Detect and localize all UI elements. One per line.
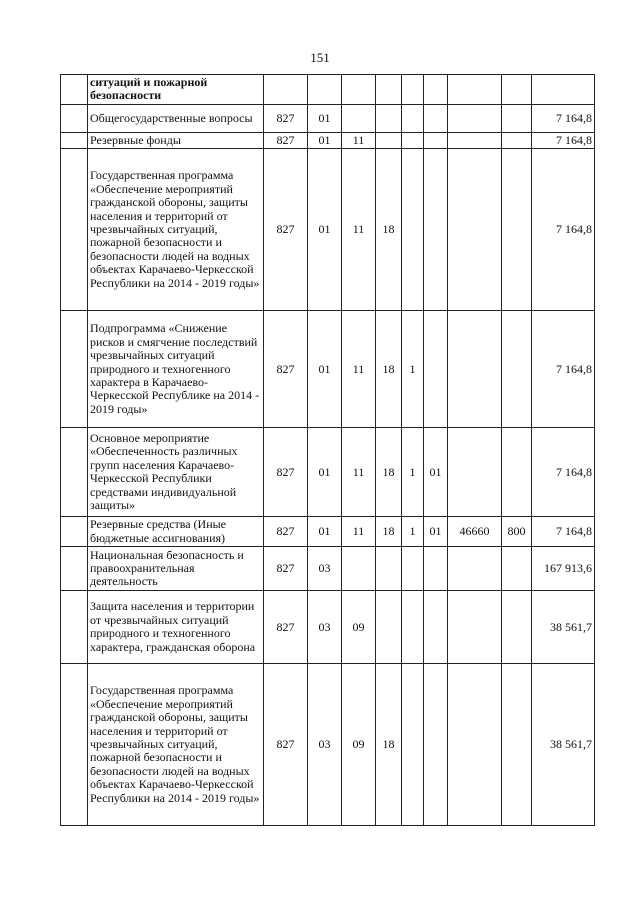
table-row (61, 149, 595, 311)
subprogram-code-cell: 1 (402, 311, 424, 428)
subsection-code-cell: 09 (342, 591, 376, 664)
expense-name-cell: Резервные средства (Иные бюджетные ассигнования) (88, 517, 264, 547)
row-number-cell (61, 664, 88, 826)
ministry-code-cell: 827 (264, 428, 308, 517)
ministry-code-cell: 827 (264, 104, 308, 132)
activity-code-cell: 01 (424, 428, 448, 517)
expense-type-cell (502, 547, 532, 591)
subprogram-code-cell (402, 664, 424, 826)
subprogram-code-cell: 1 (402, 517, 424, 547)
subsection-code-cell (342, 104, 376, 132)
amount-cell: 167 913,6 (532, 547, 595, 591)
budget-table-body (61, 75, 595, 826)
section-code-cell: 03 (308, 547, 342, 591)
expense-type-cell: 800 (502, 517, 532, 547)
subprogram-code-cell (402, 132, 424, 148)
direction-code-cell (448, 132, 502, 148)
expense-type-cell (502, 311, 532, 428)
subsection-code-cell: 11 (342, 428, 376, 517)
expense-type-cell (502, 149, 532, 311)
budget-table (60, 74, 595, 826)
expense-name-cell: Национальная безопасность и правоохранительная деятельность (88, 547, 264, 591)
table-row (61, 547, 595, 591)
table-row (61, 664, 595, 826)
activity-code-cell (424, 311, 448, 428)
program-code-cell: 18 (376, 311, 402, 428)
row-number-cell (61, 428, 88, 517)
subprogram-code-cell: 1 (402, 428, 424, 517)
direction-code-cell (448, 311, 502, 428)
activity-code-cell (424, 664, 448, 826)
expense-type-cell (502, 104, 532, 132)
table-row (61, 428, 595, 517)
amount-cell: 38 561,7 (532, 591, 595, 664)
program-code-cell: 18 (376, 517, 402, 547)
program-code-cell (376, 132, 402, 148)
expense-type-cell (502, 664, 532, 826)
table-row (61, 132, 595, 148)
direction-code-cell (448, 591, 502, 664)
section-code-cell: 01 (308, 149, 342, 311)
activity-code-cell (424, 547, 448, 591)
subsection-code-cell: 11 (342, 149, 376, 311)
expense-type-cell (502, 132, 532, 148)
subsection-code-cell (342, 547, 376, 591)
expense-name-cell: Государственная программа «Обеспечение мероприятий гражданской обороны, защиты населения и территорий от чрезвычайных ситуаций, пожарной безопасности и безопасности людей на водных объектах Карачаево-Черкесской Республики на 2014 - 2019 годы» (88, 149, 264, 311)
amount-cell: 7 164,8 (532, 517, 595, 547)
direction-code-cell (448, 428, 502, 517)
expense-name-cell: Резервные фонды (88, 132, 264, 148)
table-row (61, 104, 595, 132)
program-code-cell: 18 (376, 149, 402, 311)
row-number-cell (61, 547, 88, 591)
ministry-code-cell: 827 (264, 149, 308, 311)
row-number-cell (61, 591, 88, 664)
expense-name-cell: Общегосударственные вопросы (88, 104, 264, 132)
direction-code-cell: 46660 (448, 517, 502, 547)
section-code-cell: 01 (308, 517, 342, 547)
direction-code-cell (448, 664, 502, 826)
amount-cell: 38 561,7 (532, 664, 595, 826)
subsection-code-cell: 11 (342, 517, 376, 547)
subsection-code-cell: 11 (342, 311, 376, 428)
program-code-cell (376, 104, 402, 132)
expense-type-cell (502, 428, 532, 517)
amount-cell: 7 164,8 (532, 311, 595, 428)
amount-cell: 7 164,8 (532, 149, 595, 311)
subprogram-code-cell (402, 547, 424, 591)
subprogram-code-cell (402, 591, 424, 664)
direction-code-cell (448, 547, 502, 591)
section-code-cell: 03 (308, 591, 342, 664)
ministry-code-cell: 827 (264, 547, 308, 591)
direction-code-cell (448, 149, 502, 311)
row-number-cell (61, 132, 88, 148)
expense-name-cell: Защита населения и территории от чрезвычайных ситуаций природного и техногенного характера, гражданская оборона (88, 591, 264, 664)
program-code-cell: 18 (376, 428, 402, 517)
table-row (61, 591, 595, 664)
expense-name-cell: Государственная программа «Обеспечение мероприятий гражданской обороны, защиты населения и территорий от чрезвычайных ситуаций, пожарной безопасности и безопасности людей на водных объектах Карачаево-Черкесской Республики на 2014 - 2019 годы» (88, 664, 264, 826)
ministry-code-cell: 827 (264, 591, 308, 664)
amount-cell: 7 164,8 (532, 428, 595, 517)
activity-code-cell (424, 149, 448, 311)
row-number-cell (61, 104, 88, 132)
row-number-cell (61, 149, 88, 311)
subprogram-code-cell (402, 104, 424, 132)
table-row-continuation (61, 75, 595, 105)
subprogram-code-cell (402, 149, 424, 311)
continuation-name-cell: ситуаций и пожарной безопасности (88, 75, 264, 105)
ministry-code-cell: 827 (264, 311, 308, 428)
row-number-cell (61, 75, 88, 105)
section-code-cell: 03 (308, 664, 342, 826)
section-code-cell: 01 (308, 132, 342, 148)
table-row (61, 311, 595, 428)
program-code-cell (376, 547, 402, 591)
page-number: 151 (310, 50, 330, 65)
amount-cell: 7 164,8 (532, 104, 595, 132)
section-code-cell: 01 (308, 311, 342, 428)
amount-cell: 7 164,8 (532, 132, 595, 148)
row-number-cell (61, 311, 88, 428)
activity-code-cell (424, 104, 448, 132)
program-code-cell: 18 (376, 664, 402, 826)
expense-name-cell: Основное мероприятие «Обеспеченность различных групп населения Карачаево-Черкесской Республики средствами индивидуальной защиты» (88, 428, 264, 517)
section-code-cell: 01 (308, 104, 342, 132)
subsection-code-cell: 11 (342, 132, 376, 148)
section-code-cell: 01 (308, 428, 342, 517)
expense-name-cell: Подпрограмма «Снижение рисков и смягчение последствий чрезвычайных ситуаций природного и техногенного характера в Карачаево-Черкесской Республике на 2014 - 2019 годы» (88, 311, 264, 428)
table-row (61, 517, 595, 547)
expense-type-cell (502, 591, 532, 664)
subsection-code-cell: 09 (342, 664, 376, 826)
activity-code-cell (424, 591, 448, 664)
activity-code-cell: 01 (424, 517, 448, 547)
activity-code-cell (424, 132, 448, 148)
row-number-cell (61, 517, 88, 547)
ministry-code-cell: 827 (264, 664, 308, 826)
program-code-cell (376, 591, 402, 664)
direction-code-cell (448, 104, 502, 132)
ministry-code-cell: 827 (264, 132, 308, 148)
ministry-code-cell: 827 (264, 517, 308, 547)
